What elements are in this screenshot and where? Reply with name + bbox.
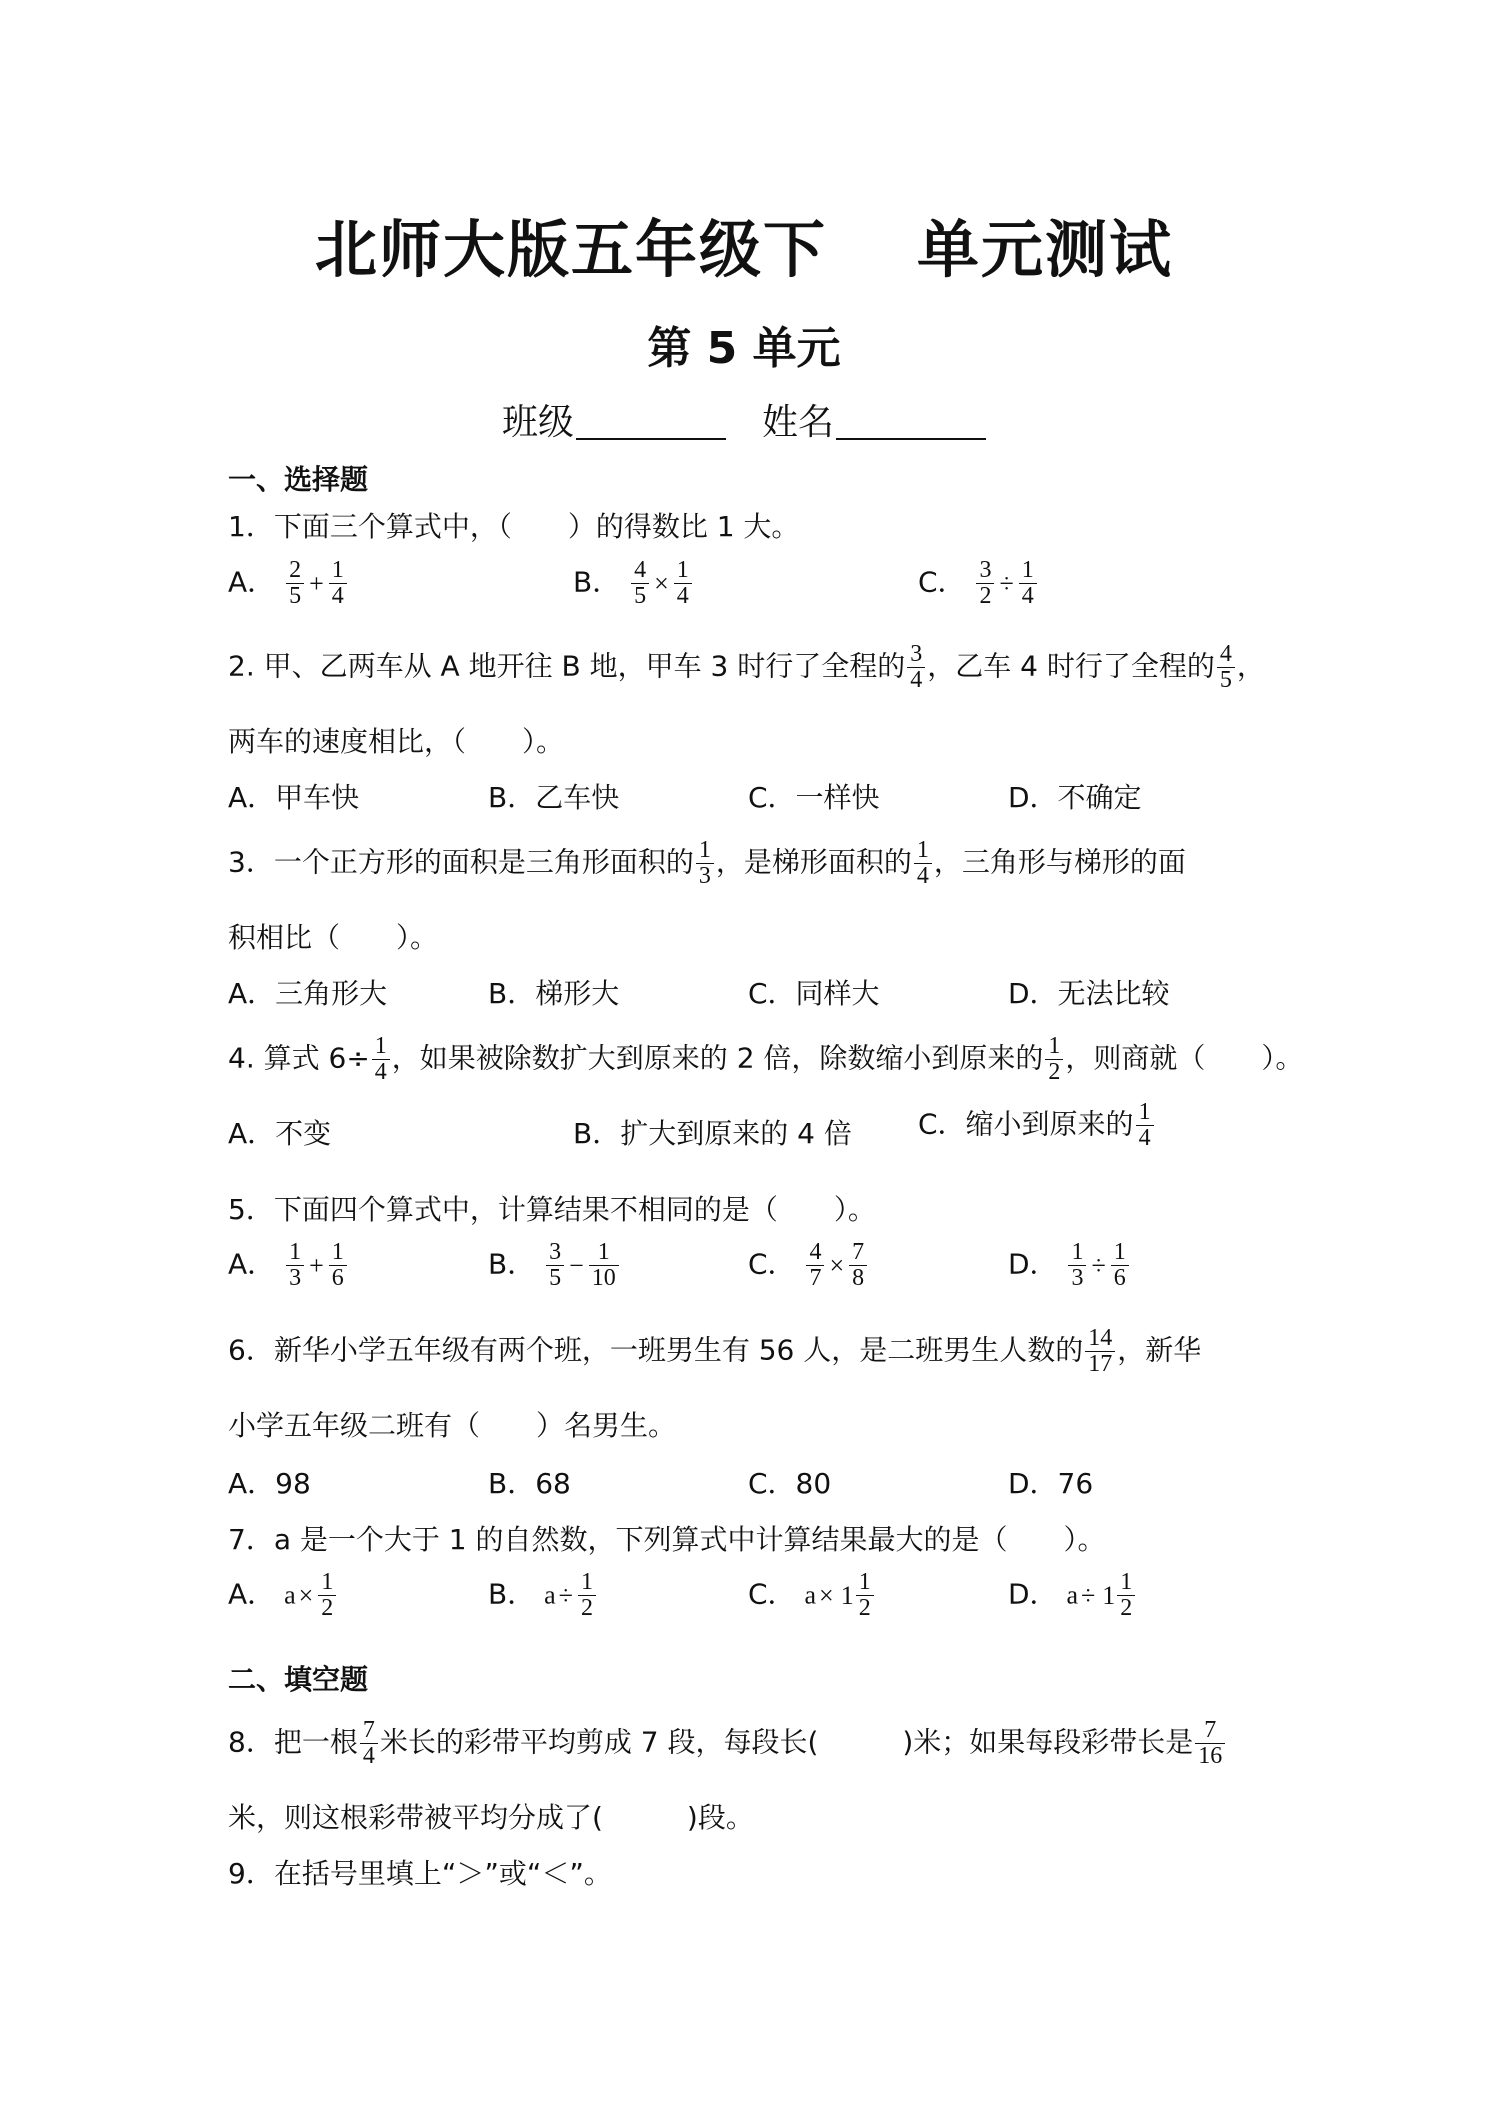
fraction: $\frac{4}{5}$ <box>1217 642 1235 693</box>
fraction: $\frac{4}{5}$ <box>631 558 649 609</box>
q3-stem-line2: 积相比（ ）。 <box>228 921 439 954</box>
fraction: $\frac{1}{4}$ <box>1019 558 1037 609</box>
q1-option-c[interactable]: C． $\frac{3}{2}$ ÷ $\frac{1}{4}$ <box>918 558 1039 609</box>
fraction: $\frac{4}{7}$ <box>806 1240 824 1291</box>
fraction: $\frac{1}{2}$ <box>1045 1034 1063 1085</box>
q6-option-c[interactable]: C．80 <box>748 1467 832 1500</box>
fraction: $\frac{1}{4}$ <box>329 558 347 609</box>
q9-stem: 9．在括号里填上“＞”或“＜”。 <box>228 1857 612 1890</box>
name-blank[interactable] <box>836 400 986 440</box>
fraction: $\frac{1}{2}$ <box>856 1570 874 1621</box>
fraction: $\frac{1}{10}$ <box>589 1240 619 1291</box>
fraction: $\frac{1}{2}$ <box>1117 1570 1135 1621</box>
q3-stem: 3．一个正方形的面积是三角形面积的 $\frac{1}{3}$ ，是梯形面积的 $\frac{1}{4}$ ，三角形与梯形的面 <box>228 837 1186 890</box>
q8-stem: 8．把一根 $\frac{7}{4}$ 米长的彩带平均剪成 7 段，每段长( )米；如果每段彩带长是 $\frac{7}{16}$ <box>228 1718 1227 1769</box>
q7-option-b[interactable]: B． a ÷ $\frac{1}{2}$ <box>488 1570 598 1621</box>
fraction: $\frac{2}{5}$ <box>286 558 304 609</box>
title-left: 北师大版五年级下 <box>314 213 827 286</box>
class-name-line <box>0 394 1488 445</box>
q6-stem-line2: 小学五年级二班有（ ）名男生。 <box>228 1409 677 1442</box>
q5-option-a[interactable]: A． $\frac{1}{3}$ + $\frac{1}{6}$ <box>228 1240 349 1291</box>
q6-option-a[interactable]: A．98 <box>228 1467 311 1500</box>
class-blank[interactable] <box>576 400 726 440</box>
q3-option-a[interactable]: A．三角形大 <box>228 977 388 1010</box>
section-heading-choice: 一、选择题 <box>228 463 369 496</box>
q2-option-b[interactable]: B．乙车快 <box>488 781 620 814</box>
q2-stem-line2: 两车的速度相比，（ ）。 <box>228 725 565 758</box>
q2-option-d[interactable]: D．不确定 <box>1008 781 1142 814</box>
q6-stem: 6．新华小学五年级有两个班，一班男生有 56 人，是二班男生人数的 $\frac{14}{17}$ ，新华 <box>228 1325 1202 1378</box>
fraction: $\frac{1}{4}$ <box>914 838 932 889</box>
fraction: $\frac{14}{17}$ <box>1085 1326 1115 1377</box>
fraction: $\frac{1}{6}$ <box>329 1240 347 1291</box>
q5-stem: 5．下面四个算式中，计算结果不相同的是（ ）。 <box>228 1193 876 1226</box>
q4-option-a[interactable]: A．不变 <box>228 1117 332 1150</box>
q7-option-d[interactable]: D． a ÷ 1 $\frac{1}{2}$ <box>1008 1570 1137 1621</box>
fraction: $\frac{3}{4}$ <box>907 642 925 693</box>
q7-option-a[interactable]: A． a × $\frac{1}{2}$ <box>228 1570 338 1621</box>
fraction: $\frac{1}{4}$ <box>674 558 692 609</box>
q3-option-c[interactable]: C．同样大 <box>748 977 880 1010</box>
q6-option-b[interactable]: B．68 <box>488 1467 571 1500</box>
name-label: 姓名 <box>762 402 835 443</box>
fraction: $\frac{7}{4}$ <box>360 1718 378 1769</box>
fraction: $\frac{3}{2}$ <box>976 558 994 609</box>
fraction: $\frac{1}{2}$ <box>578 1570 596 1621</box>
fraction: $\frac{1}{4}$ <box>372 1034 390 1085</box>
q4-option-b[interactable]: B．扩大到原来的 4 倍 <box>573 1117 852 1150</box>
class-label: 班级 <box>501 402 574 443</box>
q2-option-a[interactable]: A．甲车快 <box>228 781 360 814</box>
q1-option-a[interactable]: A． $\frac{2}{5}$ + $\frac{1}{4}$ <box>228 558 349 609</box>
fraction: $\frac{7}{16}$ <box>1195 1718 1225 1769</box>
q7-option-c[interactable]: C． a × 1 $\frac{1}{2}$ <box>748 1570 876 1621</box>
section-heading-fill: 二、填空题 <box>228 1663 369 1696</box>
q1-stem: 1．下面三个算式中，（ ）的得数比 1 大。 <box>228 510 800 543</box>
fraction: $\frac{7}{8}$ <box>849 1240 867 1291</box>
q2-stem: 2. 甲、乙两车从 A 地开往 B 地，甲车 3 时行了全程的 $\frac{3}{4}$ ，乙车 4 时行了全程的 $\frac{4}{5}$ ， <box>228 641 1265 694</box>
fraction: $\frac{1}{4}$ <box>1136 1100 1154 1151</box>
fraction: $\frac{1}{3}$ <box>696 838 714 889</box>
unit-subtitle: 第 5 单元 <box>647 323 841 374</box>
q6-option-d[interactable]: D．76 <box>1008 1467 1094 1500</box>
q5-option-b[interactable]: B． $\frac{3}{5}$ − $\frac{1}{10}$ <box>488 1240 621 1291</box>
fraction: $\frac{3}{5}$ <box>546 1240 564 1291</box>
q2-option-c[interactable]: C．一样快 <box>748 781 880 814</box>
page-title <box>0 200 1488 289</box>
q5-option-c[interactable]: C． $\frac{4}{7}$ × $\frac{7}{8}$ <box>748 1240 869 1291</box>
fraction: $\frac{1}{2}$ <box>318 1570 336 1621</box>
fraction: $\frac{1}{3}$ <box>286 1240 304 1291</box>
q4-option-c[interactable]: C．缩小到原来的 $\frac{1}{4}$ <box>918 1100 1156 1151</box>
title-right: 单元测试 <box>917 213 1174 286</box>
q5-option-d[interactable]: D． $\frac{1}{3}$ ÷ $\frac{1}{6}$ <box>1008 1240 1131 1291</box>
q7-stem: 7．a 是一个大于 1 的自然数，下列算式中计算结果最大的是（ ）。 <box>228 1523 1106 1556</box>
fraction: $\frac{1}{3}$ <box>1068 1240 1086 1291</box>
q3-option-d[interactable]: D．无法比较 <box>1008 977 1170 1010</box>
q3-option-b[interactable]: B．梯形大 <box>488 977 620 1010</box>
q1-option-b[interactable]: B． $\frac{4}{5}$ × $\frac{1}{4}$ <box>573 558 694 609</box>
q4-stem: 4. 算式 6÷ $\frac{1}{4}$ ，如果被除数扩大到原来的 2 倍，除数缩小到原来的 $\frac{1}{2}$ ，则商就（ ）。 <box>228 1033 1304 1086</box>
fraction: $\frac{1}{6}$ <box>1111 1240 1129 1291</box>
q8-stem-line2: 米，则这根彩带被平均分成了( )段。 <box>228 1801 754 1834</box>
